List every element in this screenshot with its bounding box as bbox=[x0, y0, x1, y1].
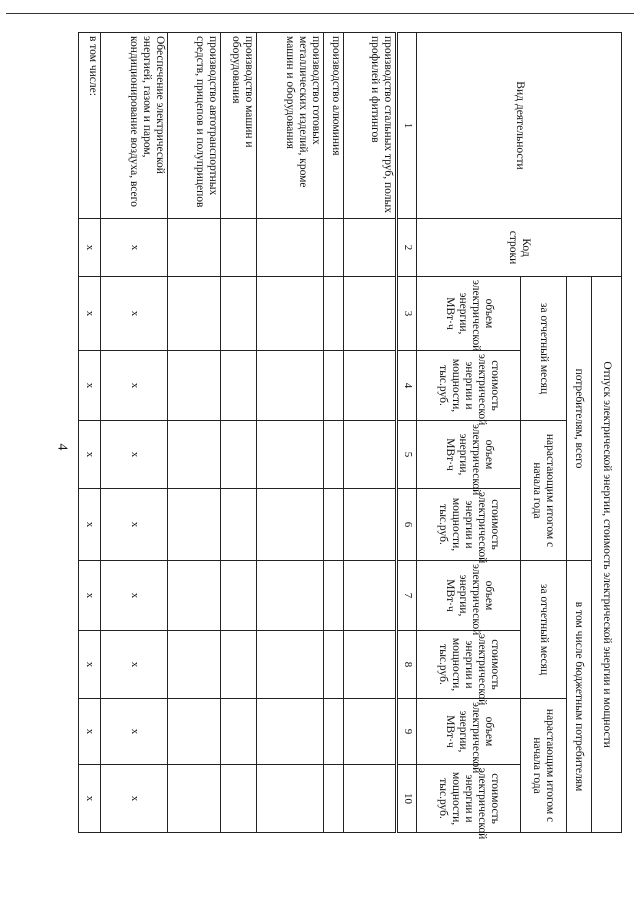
top-rule bbox=[6, 13, 634, 14]
value-cell: x bbox=[101, 765, 168, 833]
col-number: 2 bbox=[397, 219, 417, 277]
value-cell bbox=[344, 277, 397, 351]
value-cell bbox=[344, 631, 397, 699]
value-cell: x bbox=[101, 351, 168, 421]
value-cell bbox=[344, 421, 397, 489]
header-budget-consumers: в том числе бюджетным потребителям bbox=[567, 561, 591, 833]
value-cell bbox=[168, 631, 221, 699]
value-cell bbox=[257, 561, 324, 631]
header-cost: стоимость электрической энергии и мощности, тыс.руб. bbox=[417, 631, 520, 699]
col-number: 6 bbox=[397, 489, 417, 561]
value-cell bbox=[168, 421, 221, 489]
header-volume: объем электрической энергии, МВт·ч bbox=[417, 699, 520, 765]
table-row bbox=[79, 33, 101, 833]
col-number: 1 bbox=[397, 33, 417, 219]
value-cell bbox=[257, 699, 324, 765]
value-cell bbox=[257, 631, 324, 699]
value-cell: x bbox=[79, 765, 101, 833]
value-cell: x bbox=[101, 421, 168, 489]
value-cell bbox=[324, 765, 344, 833]
column-numbers-row bbox=[397, 33, 417, 833]
code-cell: x bbox=[79, 219, 101, 277]
value-cell: x bbox=[79, 277, 101, 351]
value-cell: x bbox=[79, 351, 101, 421]
value-cell bbox=[324, 561, 344, 631]
header-volume: объем электрической энергии, МВт·ч bbox=[417, 421, 520, 489]
table-row bbox=[324, 33, 344, 833]
value-cell bbox=[168, 351, 221, 421]
value-cell: x bbox=[79, 421, 101, 489]
value-cell bbox=[220, 277, 256, 351]
value-cell bbox=[220, 631, 256, 699]
value-cell bbox=[344, 765, 397, 833]
value-cell bbox=[220, 561, 256, 631]
value-cell bbox=[344, 699, 397, 765]
value-cell bbox=[168, 699, 221, 765]
activity-cell: Обеспечение электрической энергией, газом и паром, кондиционирование воздуха, всего bbox=[101, 33, 168, 219]
value-cell bbox=[168, 765, 221, 833]
value-cell bbox=[344, 489, 397, 561]
header-budget-month: за отчетный месяц bbox=[520, 561, 567, 699]
header-all-ytd: нарастающим итогом с начала года bbox=[520, 421, 567, 561]
value-cell bbox=[168, 277, 221, 351]
code-cell: x bbox=[101, 219, 168, 277]
activity-cell: в том числе: bbox=[79, 33, 101, 219]
table-row bbox=[257, 33, 324, 833]
col-number: 4 bbox=[397, 351, 417, 421]
col-number: 5 bbox=[397, 421, 417, 489]
rotated-form bbox=[78, 32, 622, 840]
table-row bbox=[344, 33, 397, 833]
value-cell: x bbox=[101, 489, 168, 561]
header-group-title: Отпуск электрической энергии, стоимость электрической энергии и мощности bbox=[591, 277, 621, 833]
activity-cell: производство стальных труб, полых профилей и фитингов bbox=[344, 33, 397, 219]
code-cell bbox=[220, 219, 256, 277]
code-cell bbox=[257, 219, 324, 277]
value-cell: x bbox=[79, 561, 101, 631]
header-activity: Вид деятельности bbox=[417, 33, 622, 219]
value-cell bbox=[257, 421, 324, 489]
value-cell bbox=[324, 277, 344, 351]
value-cell: x bbox=[79, 631, 101, 699]
value-cell bbox=[324, 421, 344, 489]
activity-cell: производство автотранспортных средств, прицепов и полуприцепов bbox=[168, 33, 221, 219]
header-all-consumers: потребителям, всего bbox=[567, 277, 591, 561]
activity-cell: производство готовых металлических изделий, кроме машин и оборудования bbox=[257, 33, 324, 219]
header-cost: стоимость электрической энергии и мощности, тыс.руб. bbox=[417, 489, 520, 561]
code-cell bbox=[344, 219, 397, 277]
value-cell bbox=[257, 351, 324, 421]
activity-cell: производство алюминия bbox=[324, 33, 344, 219]
table-row bbox=[168, 33, 221, 833]
value-cell: x bbox=[79, 699, 101, 765]
col-number: 7 bbox=[397, 561, 417, 631]
value-cell bbox=[257, 489, 324, 561]
header-cost: стоимость электрической энергии и мощности, тыс.руб. bbox=[417, 765, 520, 833]
value-cell: x bbox=[101, 699, 168, 765]
value-cell bbox=[344, 351, 397, 421]
header-volume: объем электрической энергии, МВт·ч bbox=[417, 277, 520, 351]
value-cell bbox=[168, 489, 221, 561]
table-row bbox=[220, 33, 256, 833]
value-cell bbox=[220, 765, 256, 833]
value-cell bbox=[257, 277, 324, 351]
header-cost: стоимость электрической энергии и мощности, тыс.руб. bbox=[417, 351, 520, 421]
value-cell bbox=[324, 699, 344, 765]
code-cell bbox=[324, 219, 344, 277]
col-number: 10 bbox=[397, 765, 417, 833]
value-cell bbox=[220, 351, 256, 421]
value-cell: x bbox=[101, 561, 168, 631]
value-cell bbox=[257, 765, 324, 833]
value-cell bbox=[220, 699, 256, 765]
value-cell bbox=[220, 489, 256, 561]
header-volume: объем электрической энергии, МВт·ч bbox=[417, 561, 520, 631]
electricity-report-table bbox=[78, 32, 622, 840]
page-number: 4 bbox=[54, 443, 70, 451]
value-cell: x bbox=[79, 489, 101, 561]
code-cell bbox=[168, 219, 221, 277]
header-budget-ytd: нарастающим итогом с начала года bbox=[520, 699, 567, 833]
value-cell bbox=[324, 489, 344, 561]
value-cell: x bbox=[101, 277, 168, 351]
activity-cell: производство машин и оборудования bbox=[220, 33, 256, 219]
value-cell bbox=[344, 561, 397, 631]
value-cell bbox=[220, 421, 256, 489]
value-cell bbox=[324, 631, 344, 699]
col-number: 9 bbox=[397, 699, 417, 765]
header-all-month: за отчетный месяц bbox=[520, 277, 567, 421]
header-code: Код строки bbox=[417, 219, 622, 277]
value-cell bbox=[324, 351, 344, 421]
col-number: 3 bbox=[397, 277, 417, 351]
table-row bbox=[101, 33, 168, 833]
value-cell: x bbox=[101, 631, 168, 699]
col-number: 8 bbox=[397, 631, 417, 699]
value-cell bbox=[168, 561, 221, 631]
